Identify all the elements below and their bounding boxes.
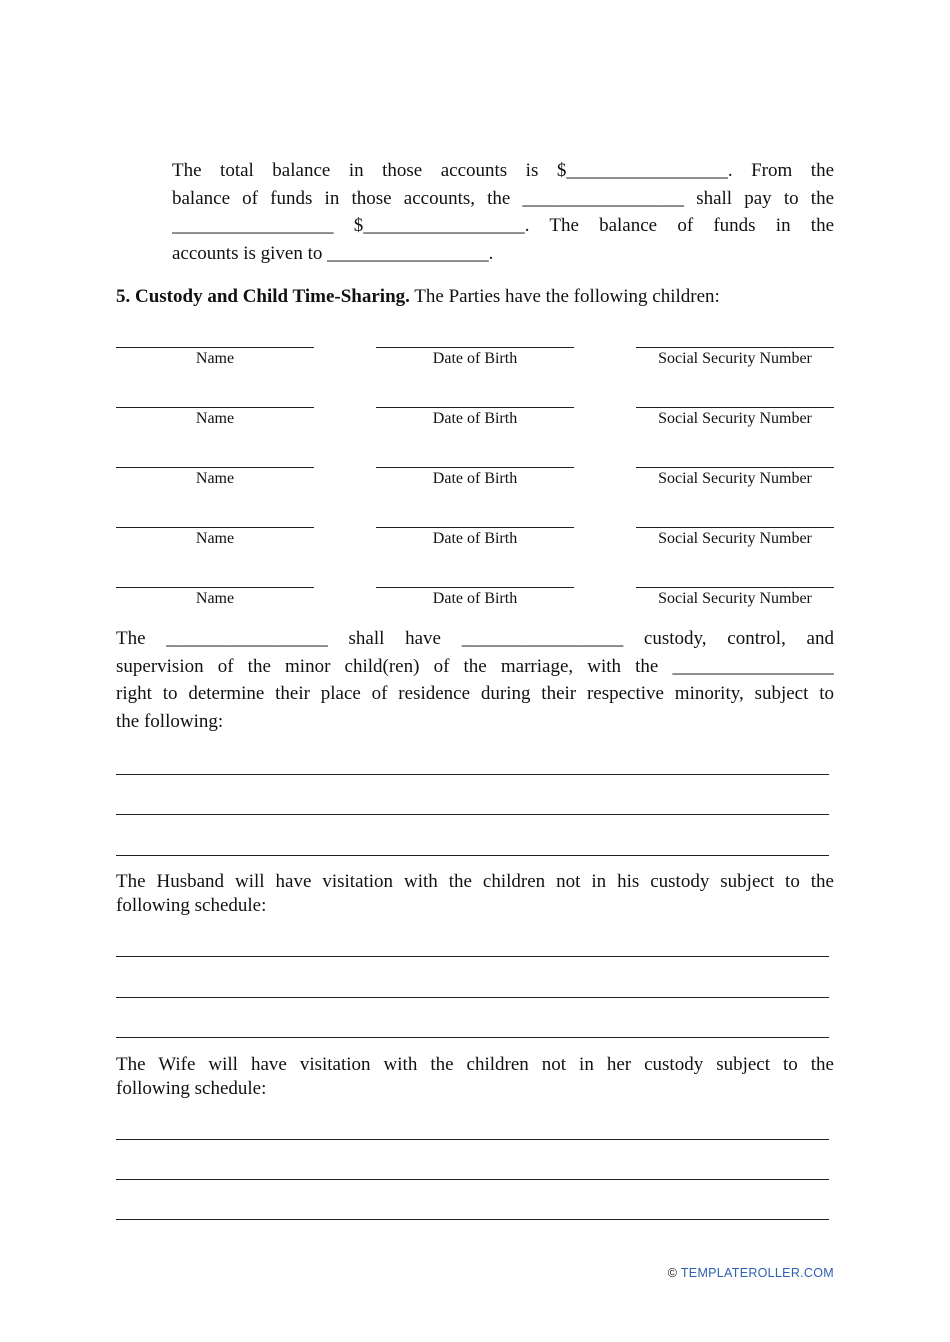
husband-blank-line[interactable] (116, 956, 829, 957)
dob-blank[interactable] (376, 527, 574, 528)
child-row (116, 399, 834, 439)
name-blank[interactable] (116, 347, 314, 348)
wife-blank-line[interactable] (116, 1179, 829, 1180)
child-row (116, 579, 834, 619)
footer-credit (668, 1266, 834, 1280)
wife-visitation-paragraph (116, 1053, 834, 1101)
wife-blank-line[interactable] (116, 1139, 829, 1140)
dob-blank[interactable] (376, 467, 574, 468)
ssn-caption: Social Security Number (658, 590, 812, 607)
ssn-caption: Social Security Number (658, 470, 812, 487)
ssn-caption: Social Security Number (658, 350, 812, 367)
husband-visitation-paragraph (116, 870, 834, 918)
section-5-intro: The Parties have the following children: (409, 286, 720, 307)
wife-line-1: The Wife will have visitation with the children not in her custody subject to the (116, 1054, 834, 1075)
name-caption: Name (195, 350, 235, 367)
balance-paragraph (172, 157, 834, 267)
dob-caption: Date of Birth (432, 530, 518, 547)
husband-line-2: following schedule: (116, 895, 267, 916)
custody-paragraph (116, 625, 834, 735)
dob-caption: Date of Birth (432, 470, 518, 487)
dob-caption: Date of Birth (432, 590, 518, 607)
custody-line-2: supervision of the minor child(ren) of the marriage, with the _________________ (116, 655, 834, 677)
ssn-blank[interactable] (636, 587, 834, 588)
balance-line-3: _________________ $_________________. The balance of funds in the (172, 215, 834, 236)
section-5-title: 5. Custody and Child Time-Sharing. (116, 286, 410, 307)
dob-blank[interactable] (376, 587, 574, 588)
name-caption: Name (195, 530, 235, 547)
name-blank[interactable] (116, 407, 314, 408)
ssn-blank[interactable] (636, 407, 834, 408)
name-caption: Name (195, 410, 235, 427)
ssn-caption: Social Security Number (658, 410, 812, 427)
name-blank[interactable] (116, 467, 314, 468)
footer-brand-link[interactable]: TEMPLATEROLLER.COM (680, 1266, 834, 1280)
child-row (116, 459, 834, 499)
custody-line-3: right to determine their place of residence during their respective minority, subject to (116, 683, 834, 704)
ssn-blank[interactable] (636, 347, 834, 348)
dob-caption: Date of Birth (432, 410, 518, 427)
balance-line-4: accounts is given to _________________. (172, 242, 494, 264)
name-blank[interactable] (116, 587, 314, 588)
custody-line-1: The _________________ shall have _________________ custody, control, and (116, 628, 834, 649)
husband-blank-line[interactable] (116, 997, 829, 998)
ssn-caption: Social Security Number (658, 530, 812, 547)
dob-blank[interactable] (376, 407, 574, 408)
dob-caption: Date of Birth (432, 350, 518, 367)
name-caption: Name (195, 470, 235, 487)
wife-line-2: following schedule: (116, 1078, 267, 1099)
child-row (116, 339, 834, 379)
wife-blank-line[interactable] (116, 1219, 829, 1220)
custody-line-4: the following: (116, 710, 224, 732)
husband-blank-line[interactable] (116, 1037, 829, 1038)
name-blank[interactable] (116, 527, 314, 528)
ssn-blank[interactable] (636, 467, 834, 468)
husband-line-1: The Husband will have visitation with the children not in his custody subject to the (116, 871, 834, 892)
custody-blank-line[interactable] (116, 774, 829, 775)
balance-line-1: The total balance in those accounts is $_________________. From the (172, 160, 834, 181)
copyright-symbol: © (667, 1266, 678, 1280)
dob-blank[interactable] (376, 347, 574, 348)
child-row (116, 519, 834, 559)
name-caption: Name (195, 590, 235, 607)
ssn-blank[interactable] (636, 527, 834, 528)
custody-blank-line[interactable] (116, 814, 829, 815)
balance-line-2: balance of funds in those accounts, the _________________ shall pay to the (172, 187, 834, 209)
custody-blank-line[interactable] (116, 855, 829, 856)
section-5-heading (116, 283, 834, 310)
